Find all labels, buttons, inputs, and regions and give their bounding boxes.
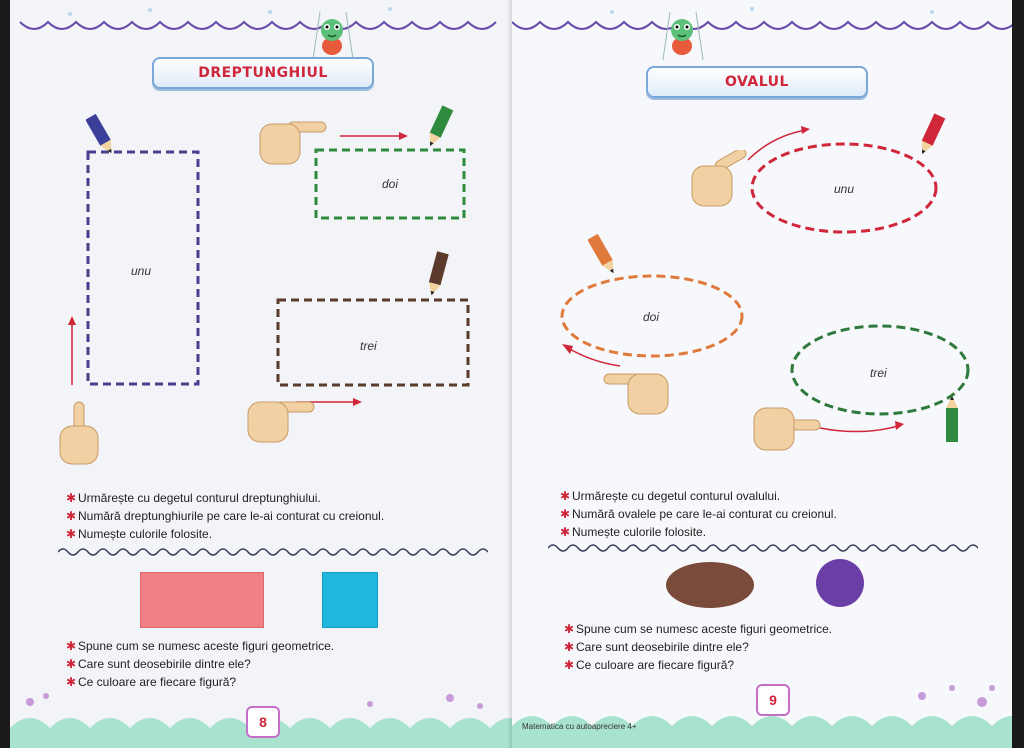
instruction-item: ✱ Urmărește cu degetul conturul dreptunghiului. — [66, 491, 321, 505]
purple-circle-figure — [816, 559, 864, 607]
shape-label-doi: doi — [643, 310, 660, 324]
wavy-divider — [58, 546, 488, 558]
shape-label-trei: trei — [360, 339, 377, 353]
green-pencil-icon — [424, 104, 454, 150]
blue-square-figure — [322, 572, 378, 628]
pointing-hand-icon — [688, 150, 750, 210]
question-item: ✱ Spune cum se numesc aceste figuri geometrice. — [564, 622, 833, 636]
page-title: OVALUL — [725, 74, 789, 90]
question-item: ✱ Spune cum se numesc aceste figuri geometrice. — [66, 639, 335, 653]
questions-list — [66, 637, 334, 691]
instruction-item: ✱ Numără dreptunghiurile pe care le-ai conturat cu creionul. — [66, 509, 385, 523]
page-title: DREPTUNGHIUL — [198, 65, 328, 81]
page-title-banner — [646, 66, 868, 98]
orange-pencil-icon — [588, 232, 618, 278]
book-footer-title: Matematica cu autoapreciere 4+ — [522, 722, 637, 731]
shape-label-doi: doi — [382, 177, 399, 191]
pointing-right-hand-icon — [246, 388, 316, 444]
questions-list — [564, 620, 832, 674]
pointing-left-hand-icon — [602, 362, 670, 418]
red-pencil-icon — [916, 112, 946, 158]
shape-label-unu: unu — [131, 264, 152, 278]
top-scallop-border — [512, 0, 1012, 40]
pink-rectangle-figure — [140, 572, 264, 628]
instructions-list — [560, 487, 837, 541]
right-page — [512, 0, 1012, 748]
pointing-right-hand-icon — [752, 398, 822, 454]
brown-oval-figure — [666, 562, 754, 608]
instruction-item: ✱ Numără ovalele pe care le-ai conturat cu creionul. — [560, 507, 837, 521]
page-title-banner — [152, 57, 374, 89]
question-item: ✱ Care sunt deosebirile dintre ele? — [564, 640, 749, 654]
question-item: ✱ Care sunt deosebirile dintre ele? — [66, 657, 251, 671]
brown-pencil-icon — [422, 250, 452, 300]
pointing-up-hand-icon — [50, 398, 106, 468]
pointing-right-hand-icon — [258, 110, 328, 166]
question-item: ✱ Ce culoare are fiecare figură? — [66, 675, 237, 689]
blue-pencil-icon — [86, 112, 116, 158]
left-page — [10, 0, 512, 748]
wavy-divider — [548, 542, 978, 554]
instruction-item: ✱ Numește culorile folosite. — [560, 525, 707, 539]
lizard-mascot-icon — [310, 8, 360, 60]
page-number: 8 — [246, 706, 280, 738]
page-number: 9 — [756, 684, 790, 716]
question-item: ✱ Ce culoare are fiecare figură? — [564, 658, 735, 672]
instruction-item: ✱ Urmărește cu degetul conturul ovalului. — [560, 489, 781, 503]
instruction-item: ✱ Numește culorile folosite. — [66, 527, 213, 541]
top-scallop-border — [10, 0, 512, 40]
instructions-list — [66, 489, 384, 543]
shape-label-unu: unu — [834, 182, 855, 196]
shape-label-trei: trei — [870, 366, 887, 380]
lizard-mascot-icon — [660, 8, 710, 60]
green-pencil-icon — [940, 396, 964, 446]
